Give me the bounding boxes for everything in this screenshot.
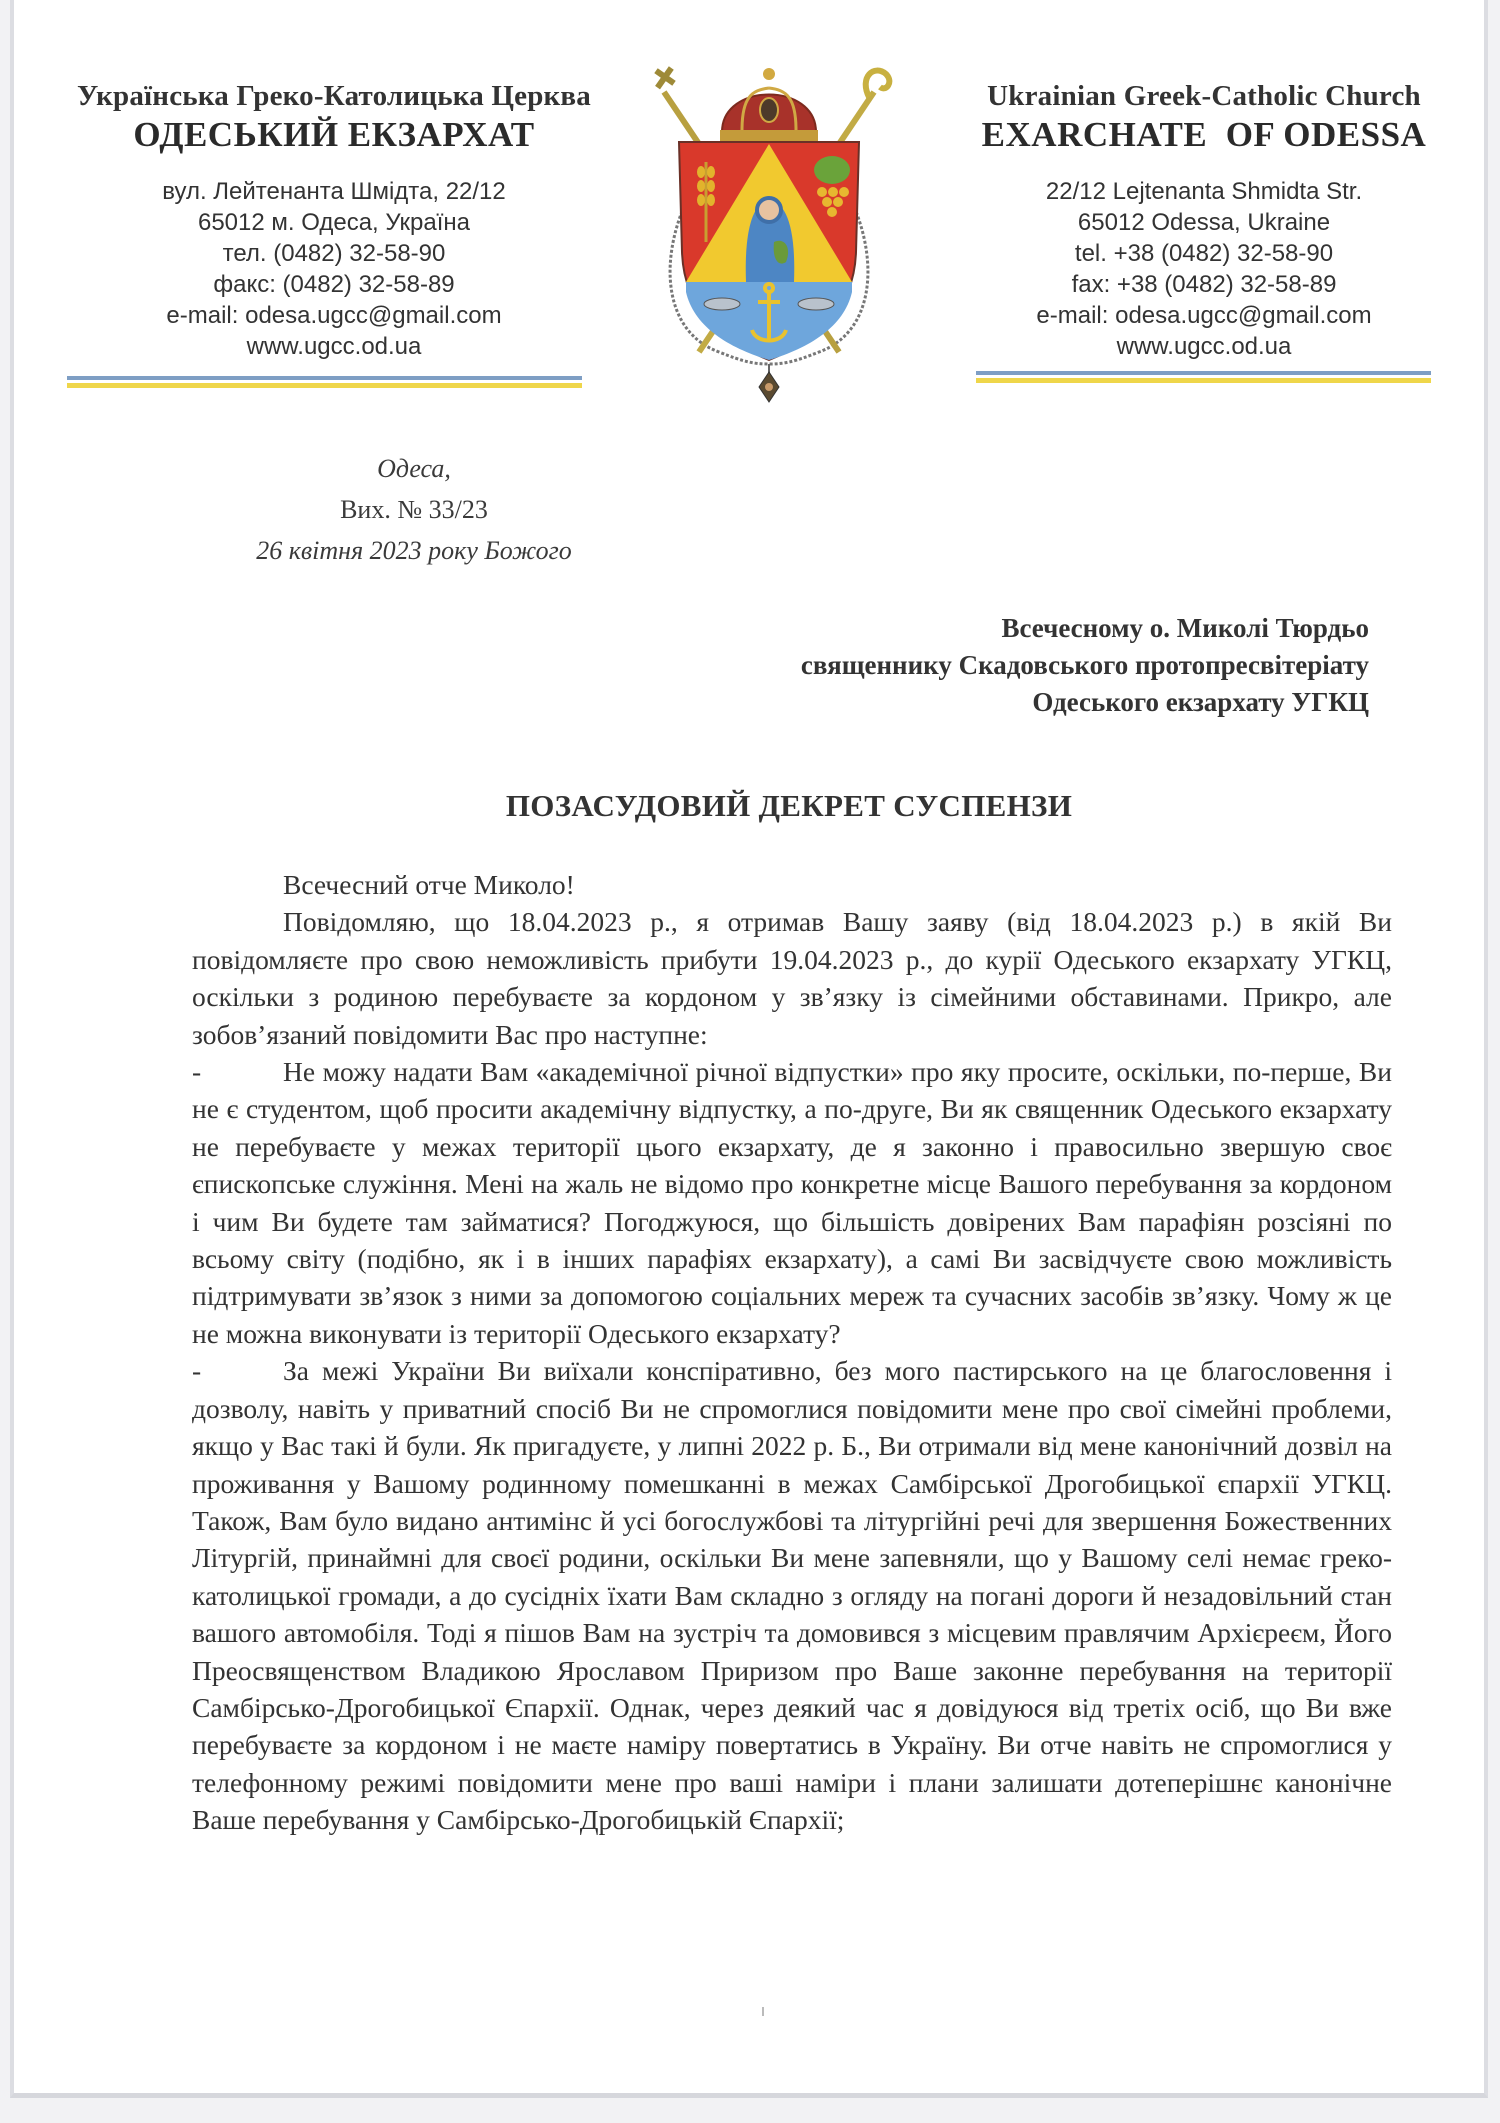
scan-speck [762,2007,764,2016]
phone: тел. (0482) 32-58-90 [222,240,446,267]
intro-paragraph: Повідомляю, що 18.04.2023 р., я отримав Вашу заяву (від 18.04.2023 р.) в якій Ви повідомляєте про свою неможливість прибути 19.04.2023 р., до курії Одеського екзархату УГКЦ, оскільки з родиною перебуваєте за кордоном у зв’язку із сімейними обставинами. Прикро, але зобов’язаний повідомити Вас про наступне: [192,906,1392,1050]
fish-icon [798,298,834,310]
addressee-line: Одеського екзархату УГКЦ [1032,687,1369,717]
list-item [192,1352,1392,1838]
letterhead-ukrainian [54,78,614,362]
list-item [192,1053,1392,1352]
addressee-line: священнику Скадовського протопресвітеріату [800,650,1369,680]
church-name-en: Ukrainian Greek-Catholic Church [987,80,1421,112]
dateline [164,448,664,571]
website: www.ugcc.od.ua [246,333,422,360]
contact-block-en [964,176,1444,362]
city-address: 65012 Odessa, Ukraine [1077,209,1331,236]
shield [679,142,859,360]
crozier-top-icon [866,71,890,97]
flag-divider-left [67,376,582,388]
crown-icon [720,68,818,144]
exarchate-name-en: EXARCHATE OF ODESSA [981,115,1427,154]
contact-block-ua [54,176,614,362]
phone: tel. +38 (0482) 32-58-90 [1074,240,1334,267]
fax: fax: +38 (0482) 32-58-89 [1071,271,1337,298]
document-title: ПОЗАСУДОВИЙ ДЕКРЕТ СУСПЕНЗИ [505,788,1073,823]
list-item-text: Не можу надати Вам «академічної річної відпустки» про яку просите, оскільки, по-перше, Ви не є студентом, щоб просити академічну відпустку, а по-друге, Ви як священник Одеського екзархату не перебуваєте у межах території цього екзархату, де я законно і правосильно звершую своє єпископське служіння. Мені на жаль не відомо про конкретне місце Вашого перебування за кордоном і чим Ви будете там займатися? Погоджуюся, що більшість довірених Вам парафіян розсіяні по всьому світу (подібно, як і в інших парафіях екзархату), а самі Ви засвідчуєте свою можливість підтримувати зв’язок з ними за допомогою соціальних мереж та сучасних засобів зв’язку. Чому ж це не можна виконувати із території Одеського екзархату? [192,1056,1392,1349]
list-item-text: За межі України Ви виїхали конспіративно, без мого пастирського на це благословення і дозволу, навіть у приватний спосіб Ви не спромоглися повідомити мене про свої сімейні проблеми, якщо у Вас такі й були. Як пригадуєте, у липні 2022 р. Б., Ви отримали від мене канонічний дозвіл на проживання у Вашому родинному помешканні в межах Самбірської Дрогобицької єпархії УГКЦ. Також, Вам було видано антимінс й усі богослужбові та літургійні речі для звершення Божественних Літургій, принаймні для своєї родини, оскільки Ви мене запевняли, що у Вашому селі немає греко-католицької громади, а до сусідніх їхати Вам складно з огляду на погані дороги й незадовільний стан вашого автомобіля. Тоді я пішов Вам на зустріч та домовився з місцевим правлячим Архієреєм, Його Преосвященством Владикою Ярославом Приризом про Ваше законне перебування на території Самбірсько-Дрогобицької Єпархії. Однак, через деякий час я довідуюся від третіх осіб, що Ви вже перебуваєте за кордоном і не маєте наміру повертатись в Україну. Ви отче навіть не спромоглися у телефонному режимі повідомити мене про ваші наміри і плани залишати дотеперішнє канонічне Ваше перебування у Самбірсько-Дрогобицькій Єпархії; [192,1355,1392,1836]
website: www.ugcc.od.ua [1116,333,1292,360]
bullet-dash: - [192,1056,202,1088]
document-page [10,0,1488,2098]
street-address: 22/12 Lejtenanta Shmidta Str. [1045,178,1363,205]
dateline-date: 26 квітня 2023 року Божого [256,536,572,565]
pendant-icon [759,364,779,402]
outgoing-number: Вих. № 33/23 [340,495,488,524]
city-address: 65012 м. Одеса, Україна [197,209,471,236]
fax: факс: (0482) 32-58-89 [213,271,455,298]
flag-divider-right [976,371,1431,383]
street-address: вул. Лейтенанта Шмідта, 22/12 [162,178,506,205]
fish-icon [704,298,740,310]
coat-of-arms-emblem [634,52,904,412]
church-name-ua: Українська Греко-Католицька Церква [77,80,591,112]
bullet-dash: - [192,1355,202,1387]
email: e-mail: odesa.ugcc@gmail.com [166,302,502,329]
dateline-city: Одеса, [377,454,451,483]
cross-top-icon [654,66,675,89]
letter-body [192,866,1392,1839]
letterhead-english [964,78,1444,362]
addressee-line: Всечесному о. Миколі Тюрдьо [1001,613,1369,643]
greeting: Всечесний отче Миколо! [283,869,575,900]
exarchate-name-ua: ОДЕСЬКИЙ ЕКЗАРХАТ [133,115,535,154]
email: e-mail: odesa.ugcc@gmail.com [1036,302,1372,329]
addressee-block [801,610,1369,721]
